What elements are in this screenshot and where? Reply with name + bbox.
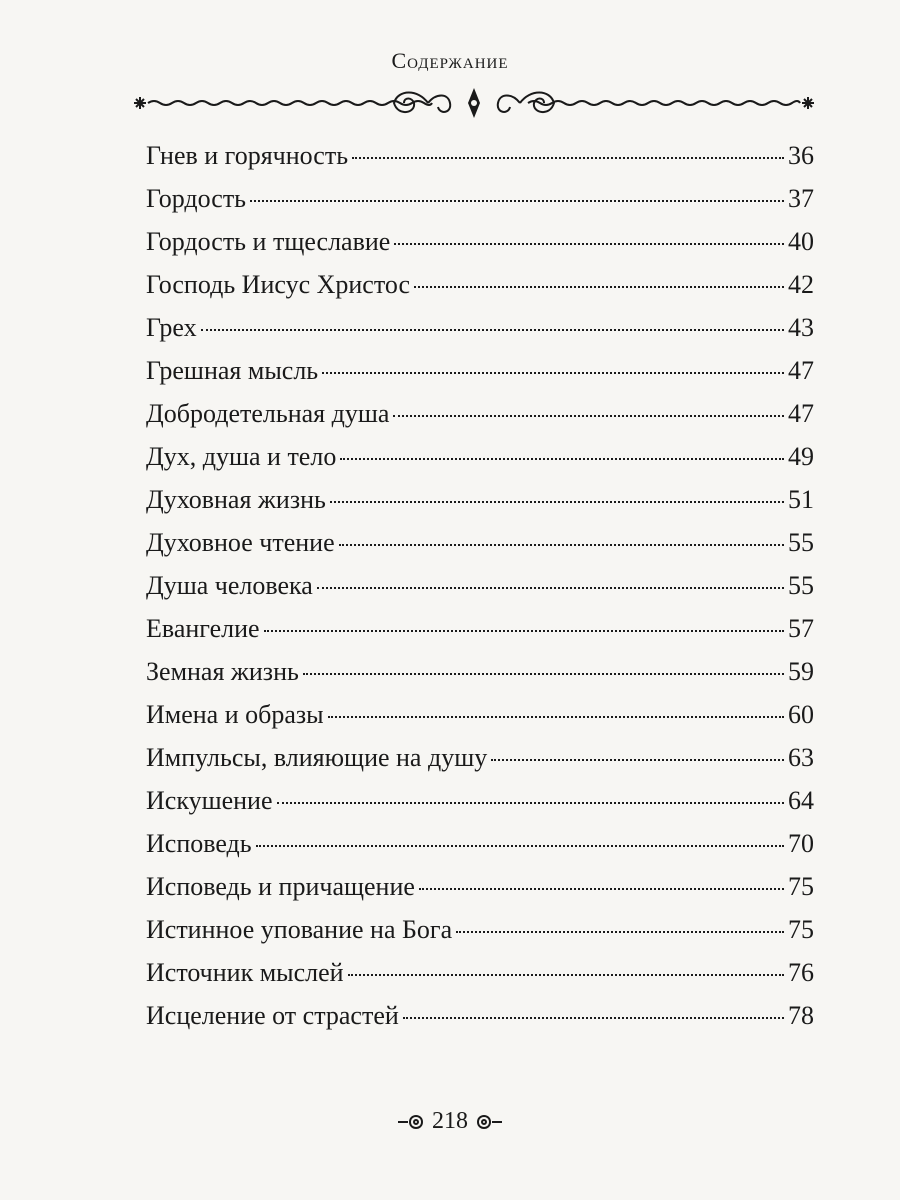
leader-dots bbox=[414, 286, 784, 288]
leader-dots bbox=[352, 157, 784, 159]
toc-entry bbox=[146, 478, 814, 521]
page-number: 218 bbox=[432, 1108, 468, 1134]
toc-entry bbox=[146, 994, 814, 1037]
toc-entry bbox=[146, 263, 814, 306]
table-of-contents bbox=[146, 134, 814, 1037]
toc-entry-title: Добродетельная душа bbox=[146, 399, 390, 428]
toc-entry-page: 43 bbox=[788, 313, 814, 342]
toc-entry bbox=[146, 349, 814, 392]
toc-entry-page: 47 bbox=[788, 356, 814, 385]
toc-entry-page: 60 bbox=[788, 700, 814, 729]
toc-entry bbox=[146, 564, 814, 607]
toc-entry-title: Исповедь и причащение bbox=[146, 872, 415, 901]
leader-dots bbox=[256, 845, 784, 847]
leader-dots bbox=[403, 1017, 784, 1019]
toc-entry-title: Источник мыслей bbox=[146, 958, 344, 987]
toc-entry-page: 70 bbox=[788, 829, 814, 858]
leader-dots bbox=[317, 587, 784, 589]
leader-dots bbox=[322, 372, 784, 374]
toc-entry-page: 47 bbox=[788, 399, 814, 428]
toc-entry-title: Гордость bbox=[146, 184, 247, 213]
toc-entry-page: 59 bbox=[788, 657, 814, 686]
toc-entry bbox=[146, 736, 814, 779]
toc-entry-page: 75 bbox=[788, 915, 814, 944]
toc-entry bbox=[146, 134, 814, 177]
toc-entry-page: 49 bbox=[788, 442, 814, 471]
leader-dots bbox=[394, 243, 784, 245]
toc-entry-page: 57 bbox=[788, 614, 814, 643]
toc-entry-title: Исповедь bbox=[146, 829, 252, 858]
leader-dots bbox=[328, 716, 784, 718]
toc-entry-title: Грешная мысль bbox=[146, 356, 319, 385]
toc-entry-page: 51 bbox=[788, 485, 814, 514]
toc-entry bbox=[146, 306, 814, 349]
toc-entry-title: Имена и образы bbox=[146, 700, 324, 729]
toc-entry-title: Душа человека bbox=[146, 571, 313, 600]
leader-dots bbox=[277, 802, 784, 804]
leader-dots bbox=[330, 501, 784, 503]
toc-entry-title: Духовная жизнь bbox=[146, 485, 326, 514]
toc-entry bbox=[146, 908, 814, 951]
toc-entry bbox=[146, 392, 814, 435]
toc-entry bbox=[146, 951, 814, 994]
toc-entry-title: Духовное чтение bbox=[146, 528, 335, 557]
leader-dots bbox=[491, 759, 784, 761]
toc-entry-page: 55 bbox=[788, 528, 814, 557]
flourish-icon bbox=[476, 1112, 504, 1132]
toc-entry-page: 40 bbox=[788, 227, 814, 256]
leader-dots bbox=[201, 329, 784, 331]
toc-entry-title: Господь Иисус Христос bbox=[146, 270, 411, 299]
toc-entry bbox=[146, 779, 814, 822]
toc-entry bbox=[146, 521, 814, 564]
toc-entry-title: Импульсы, влияющие на душу bbox=[146, 743, 488, 772]
toc-entry-title: Земная жизнь bbox=[146, 657, 299, 686]
toc-entry-title: Евангелие bbox=[146, 614, 260, 643]
toc-entry bbox=[146, 865, 814, 908]
flourish-divider-icon bbox=[128, 80, 820, 126]
leader-dots bbox=[456, 931, 784, 933]
toc-entry-title: Грех bbox=[146, 313, 197, 342]
toc-entry bbox=[146, 220, 814, 263]
leader-dots bbox=[339, 544, 784, 546]
toc-entry-title: Дух, душа и тело bbox=[146, 442, 337, 471]
toc-entry-page: 75 bbox=[788, 872, 814, 901]
toc-entry-page: 36 bbox=[788, 141, 814, 170]
leader-dots bbox=[264, 630, 784, 632]
toc-entry bbox=[146, 650, 814, 693]
toc-entry bbox=[146, 693, 814, 736]
toc-entry-page: 55 bbox=[788, 571, 814, 600]
toc-entry-page: 64 bbox=[788, 786, 814, 815]
toc-entry-page: 76 bbox=[788, 958, 814, 987]
leader-dots bbox=[250, 200, 784, 202]
page-title: Содержание bbox=[391, 48, 509, 73]
toc-entry-page: 37 bbox=[788, 184, 814, 213]
leader-dots bbox=[303, 673, 784, 675]
leader-dots bbox=[393, 415, 784, 417]
toc-entry-title: Искушение bbox=[146, 786, 273, 815]
flourish-icon bbox=[396, 1112, 424, 1132]
toc-entry bbox=[146, 607, 814, 650]
leader-dots bbox=[348, 974, 784, 976]
toc-entry-page: 78 bbox=[788, 1001, 814, 1030]
leader-dots bbox=[419, 888, 784, 890]
toc-entry bbox=[146, 822, 814, 865]
toc-entry bbox=[146, 435, 814, 478]
toc-entry-title: Исцеление от страстей bbox=[146, 1001, 399, 1030]
toc-entry-title: Гордость и тщеславие bbox=[146, 227, 391, 256]
toc-entry-page: 42 bbox=[788, 270, 814, 299]
toc-entry bbox=[146, 177, 814, 220]
toc-entry-title: Гнев и горячность bbox=[146, 141, 349, 170]
page-footer bbox=[0, 1108, 900, 1135]
toc-entry-page: 63 bbox=[788, 743, 814, 772]
toc-entry-title: Истинное упование на Бога bbox=[146, 915, 453, 944]
leader-dots bbox=[340, 458, 784, 460]
